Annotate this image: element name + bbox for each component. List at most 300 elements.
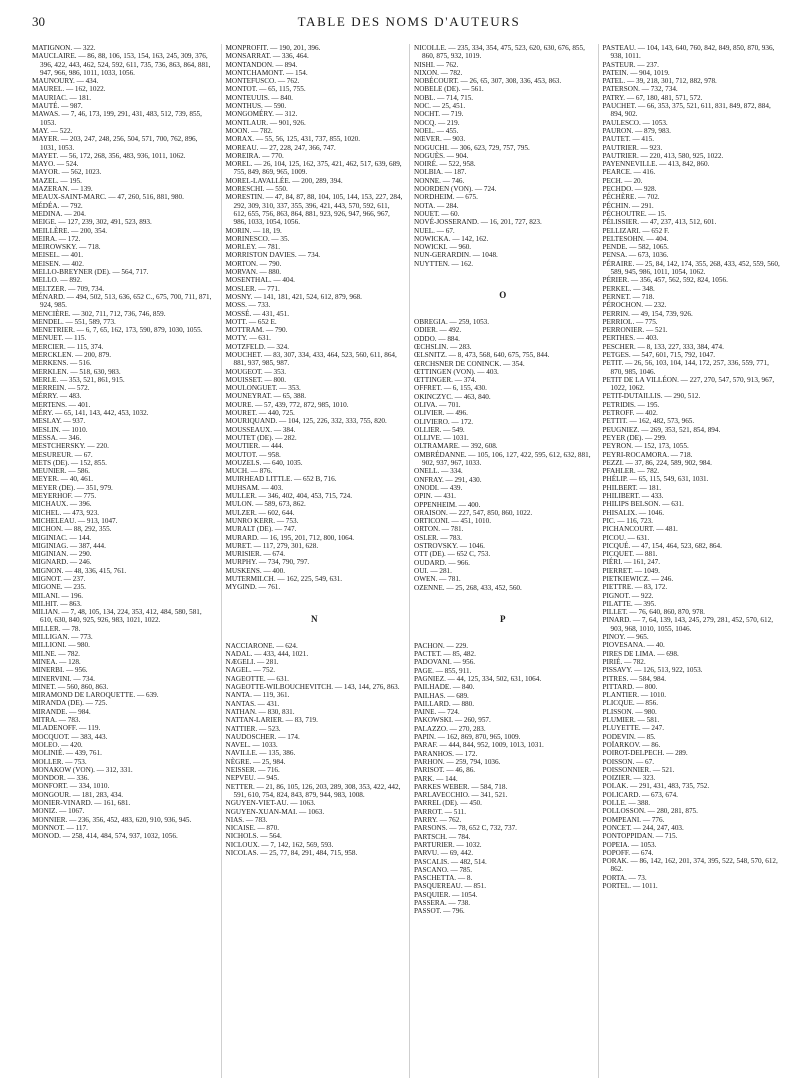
index-entry: MOSSÉ. — 431, 451. xyxy=(225,309,289,318)
index-entry: MOLLER. — 753. xyxy=(32,757,87,766)
index-column-4 xyxy=(598,44,787,1078)
index-entry: OKINCZYC. — 463, 840. xyxy=(414,392,491,401)
index-entry: NICHOLS. — 564. xyxy=(225,832,282,841)
index-entry: PICQUET. — 881. xyxy=(602,550,658,559)
index-entry: NATHAN. — 830, 831. xyxy=(225,707,295,716)
index-entry: PHÉLIP. — 65, 115, 549, 631, 1031. xyxy=(602,475,709,484)
index-entry: MESLAY. — 937. xyxy=(32,417,86,426)
index-entry: MEILLÈRE. — 200, 354. xyxy=(32,226,108,235)
index-entry: MENETRIER. — 6, 7, 65, 162, 173, 590, 879, 1030, 1055. xyxy=(32,326,203,335)
index-entry: POISSON. — 67. xyxy=(602,757,655,766)
index-entry: METS (DE). — 152, 855. xyxy=(32,458,107,467)
index-entry: PIOVESANA. — 40. xyxy=(602,641,665,650)
index-entry: PARVU. — 69, 442. xyxy=(414,849,474,858)
index-entry: PAKOWSKI. — 260, 957. xyxy=(414,716,491,725)
index-entry: MONNOT. — 117. xyxy=(32,823,88,832)
index-entry: MEUNIER. — 586. xyxy=(32,467,90,476)
index-entry: PERRONIER. — 521. xyxy=(602,326,668,335)
index-entry: MONTCHAMONT. — 154. xyxy=(225,68,308,77)
index-entry: OTT (DE). — 652 C, 753. xyxy=(414,550,491,559)
index-entry: PARAF. — 444, 844, 952, 1009, 1013, 1031. xyxy=(414,741,544,750)
index-entry: ŒRCHSNER DE CONINCK. — 354. xyxy=(414,359,525,368)
section-letter: P xyxy=(500,613,506,624)
index-entry: MIGNOT. — 237. xyxy=(32,575,86,583)
index-entry: MERKLEN. — 518, 630, 983. xyxy=(32,367,121,376)
index-entry: PICOU. — 631. xyxy=(602,533,650,542)
page-header xyxy=(32,14,786,34)
index-entry: PEARCE. — 416. xyxy=(602,168,656,177)
index-entry: NOGUÈS. — 904. xyxy=(414,151,469,160)
index-entry: OSTROVSKY. — 1046. xyxy=(414,542,485,551)
index-entry: NANTA. — 119, 361. xyxy=(225,691,290,700)
index-entry: MIRANDA (DE). — 725. xyxy=(32,699,108,708)
index-entry: PAUCHET. — 66, 353, 375, 521, 611, 831, 849, 872, 884, 894, 902. xyxy=(602,102,771,119)
index-entry: PHILIBERT. — 433. xyxy=(602,492,664,501)
index-entry: PIETTRE. — 83, 172. xyxy=(602,583,668,592)
index-entry: MYGIND. — 761. xyxy=(225,583,281,592)
index-entry: PONTOPPIDAN. — 715. xyxy=(602,832,678,841)
index-entry: MONOD. — 258, 414, 484, 574, 937, 1032, 1056. xyxy=(32,832,178,841)
index-entry: MOUISSET. — 800. xyxy=(225,375,287,384)
index-entry: NOGUCHI. — 306, 623, 729, 757, 795. xyxy=(414,143,530,152)
index-entry: PARROT. — 511. xyxy=(414,807,467,816)
index-entry: MIRAMOND DE LAROQUETTE. — 639. xyxy=(32,691,159,700)
index-entry: NADAL. — 433, 444, 1021. xyxy=(225,649,309,658)
index-entry: OLTRAMARE. — 392, 608. xyxy=(414,442,498,451)
index-entry: MORAX. — 55, 56, 125, 431, 737, 855, 1020. xyxy=(225,135,361,144)
index-entry: PAPIN. — 162, 869, 870, 965, 1009. xyxy=(414,733,521,742)
index-entry: ONELL. — 334. xyxy=(414,467,463,476)
index-entry: PAILHADE. — 840. xyxy=(414,683,475,692)
index-entry: MAYER. — 203, 247, 248, 256, 504, 571, 700, 762, 896, 1031, 1053. xyxy=(32,135,198,152)
index-entry: PAGE. — 855, 911. xyxy=(414,666,472,675)
index-entry: MILNE. — 782. xyxy=(32,649,80,658)
index-entry: NEISSER. — 716. xyxy=(225,766,280,775)
index-entry: OLIVIER. — 496. xyxy=(414,409,468,418)
index-entry: MILANI. — 196. xyxy=(32,591,84,600)
index-entry: MUSKENS. — 400. xyxy=(225,566,286,575)
index-entry: MORESTIN. — 47, 84, 87, 88, 104, 105, 144, 153, 227, 284, 292, 309, 310, 337, 355, 396, 421, 443, 570, 592, 611, 612, 655, 756, 863, 864, 881, 923, 926, 947, 966, 967, 986, 1033, 1054, 1056. xyxy=(225,193,403,227)
index-entry: PHISALIX. — 1046. xyxy=(602,508,664,517)
index-entry: OFFRET. — 6, 155, 430. xyxy=(414,384,487,393)
index-entry: ŒTTINGER. — 374. xyxy=(414,376,477,385)
index-entry: PINOY. — 965. xyxy=(602,633,649,642)
index-entry: POIZIER. — 323. xyxy=(602,774,656,783)
index-column-2 xyxy=(221,44,410,1078)
index-entry: MONDOR. — 336. xyxy=(32,774,90,783)
index-entry: POISSONNIER. — 521. xyxy=(602,765,675,774)
index-entry: PARRY. — 762. xyxy=(414,816,462,825)
index-entry: NETTER. — 21, 86, 105, 126, 203, 289, 308, 353, 422, 442, 591, 610, 754, 824, 843, 879, 944, 983, 1008. xyxy=(225,782,401,799)
index-entry: NICLOUX. — 7, 142, 162, 569, 593. xyxy=(225,840,334,849)
index-entry: PAYENNEVILLE. — 413, 842, 860. xyxy=(602,160,710,169)
index-entry: PONCET. — 244, 247, 403. xyxy=(602,823,684,832)
index-entry: MEISEN. — 402. xyxy=(32,259,84,268)
index-entry: PÉRAIRE. — 25, 84, 142, 174, 355, 268, 433, 452, 559, 560, 589, 945, 986, 1011, 1054, 1062. xyxy=(602,259,780,277)
index-entry: PATERSON. — 732, 734. xyxy=(602,85,678,94)
index-entry: NIAS. — 783. xyxy=(225,815,268,824)
index-entry: MORESCHI. — 550. xyxy=(225,185,288,194)
index-entry: PAUTET. — 415. xyxy=(602,135,655,144)
index-entry: MUNRO KERR. — 753. xyxy=(225,516,299,525)
index-entry: PLANTIER. — 1010. xyxy=(602,691,666,700)
index-entry: OUI. — 281. xyxy=(414,566,452,575)
index-entry: PHILBERT. — 181. xyxy=(602,483,662,492)
index-entry: NOBELE (DE). — 561. xyxy=(414,85,484,94)
index-entry: NISHI. — 762. xyxy=(414,60,459,69)
index-entry: PIETKIEWICZ. — 246. xyxy=(602,575,674,583)
index-entry: MIGNARD. — 246. xyxy=(32,558,92,567)
index-entry: MICHEL. — 473, 923. xyxy=(32,508,100,517)
index-entry: PENSA. — 673, 1036. xyxy=(602,251,669,260)
index-entry: ONODI. — 439. xyxy=(414,483,463,492)
index-entry: MELLO-BREYNER (DE). — 564, 717. xyxy=(32,268,149,277)
index-entry: MEISEL. — 401. xyxy=(32,251,84,260)
index-entry: MLADENOFF. — 119. xyxy=(32,724,101,733)
index-entry: PORTA. — 73. xyxy=(602,873,647,882)
index-entry: PECH. — 20. xyxy=(602,176,643,185)
index-entry: MOUGEOT. — 353. xyxy=(225,367,287,376)
index-entry: PINARD. — 7, 64, 139, 143, 245, 279, 281, 452, 570, 612, 903, 968, 1010, 1055, 1046. xyxy=(602,616,774,633)
index-entry: NOBL. — 714, 715. xyxy=(414,93,474,102)
index-entry: MURISIER. — 674. xyxy=(225,550,286,559)
index-entry: MEIRA. — 172. xyxy=(32,234,81,243)
index-entry: NOUET. — 60. xyxy=(414,209,460,218)
index-entry: MOREIRA. — 770. xyxy=(225,151,284,160)
index-entry: MONSARRAT. — 336, 464. xyxy=(225,52,309,61)
index-entry: MEIROWSKY. — 718. xyxy=(32,243,101,252)
index-entry: PLICQUE. — 856. xyxy=(602,699,659,708)
index-entry: MESTCHERSKY. — 220. xyxy=(32,442,109,451)
index-entry: NOVÉ-JOSSERAND. — 16, 201, 727, 823. xyxy=(414,218,542,227)
index-entry: NIXON. — 782. xyxy=(414,68,463,77)
index-entry: PECHDO. — 928. xyxy=(602,185,657,194)
index-entry: MULZER. — 602, 644. xyxy=(225,508,295,517)
index-entry: MOCQUOT. — 383, 443. xyxy=(32,732,108,741)
index-entry: MONTANDON. — 894. xyxy=(225,60,298,69)
index-entry: PASQUIER. — 1054. xyxy=(414,890,478,899)
index-entry: PETIT-DUTAILLIS. — 290, 512. xyxy=(602,392,701,401)
page-title: TABLE DES NOMS D'AUTEURS xyxy=(297,14,521,29)
index-entry: PISSAVY. — 126, 513, 922, 1053. xyxy=(602,666,703,675)
index-entry: MORIN. — 18, 19. xyxy=(225,226,282,235)
index-entry: PENDE. — 582, 1065. xyxy=(602,243,669,252)
index-entry: NAGEOTTE-WILBOUCHEVITCH. — 143, 144, 276, 863. xyxy=(225,683,400,692)
index-entry: MOLEO. — 420. xyxy=(32,740,83,749)
index-entry: OPPENHEIM. — 400. xyxy=(414,500,481,509)
index-entry: PEZZI. — 37, 86, 224, 589, 902, 984. xyxy=(602,458,712,467)
index-entry: MORINESCO. — 35. xyxy=(225,234,290,243)
index-entry: MESLIN. — 1010. xyxy=(32,425,88,434)
index-entry: POPOFF. — 674. xyxy=(602,848,654,857)
index-entry: PÉCHOUTRE. — 15. xyxy=(602,209,667,218)
index-entry: MONTEUUIS. — 840. xyxy=(225,93,293,102)
index-entry: PATEL. — 39, 218, 301, 712, 882, 978. xyxy=(602,77,717,86)
index-entry: MERTENS. — 401. xyxy=(32,400,91,409)
index-entry: PEYRON. — 152, 173, 1055. xyxy=(602,442,689,451)
index-entry: MOSLER. — 771. xyxy=(225,284,280,293)
index-entry: NAUDOSCHER. — 174. xyxy=(225,732,300,741)
index-entry: MELLO. — 892. xyxy=(32,276,82,285)
index-entry: PALAZZO. — 270, 283. xyxy=(414,724,486,733)
index-entry: NAVEL. — 1033. xyxy=(225,741,278,750)
index-entry: NŒVER. — 903. xyxy=(414,135,466,144)
index-entry: MERLE. — 353, 521, 861, 915. xyxy=(32,375,125,384)
index-entry: PELLIZARI. — 652 F. xyxy=(602,226,670,235)
index-entry: POPEIA. — 1053. xyxy=(602,840,657,849)
index-entry: POLICARD. — 673, 674. xyxy=(602,790,678,799)
section-letter: N xyxy=(311,613,318,624)
index-entry: MELTZER. — 709, 734. xyxy=(32,284,105,293)
index-entry: MONGOUR. — 181, 283, 434. xyxy=(32,790,124,799)
index-entry: MÉRRY. — 483. xyxy=(32,392,82,401)
index-entry: ORTON. — 781. xyxy=(414,525,464,534)
index-entry: MEAUX-SAINT-MARC. — 47, 260, 516, 881, 980. xyxy=(32,193,184,202)
index-entry: PLUYETTE. — 247. xyxy=(602,724,664,733)
index-entry: PAURON. — 879, 983. xyxy=(602,126,671,135)
index-entry: PACTET. — 85, 482. xyxy=(414,650,476,659)
index-entry: MEYERHOF. — 775. xyxy=(32,492,97,501)
index-entry: PÉLISSIER. — 47, 237, 413, 512, 601. xyxy=(602,218,717,227)
index-entry: MÉNARD. — 494, 502, 513, 636, 652 C., 675, 700, 711, 871, 924, 985. xyxy=(32,292,212,310)
index-entry: NAGEL. — 752. xyxy=(225,666,276,675)
index-entry: MOUCHET. — 83, 307, 334, 433, 464, 523, 560, 611, 864, 881, 937, 985, 987. xyxy=(225,350,397,368)
index-entry: NUEL. — 67. xyxy=(414,226,455,235)
index-entry: PÉROCHON. — 232. xyxy=(602,301,667,310)
index-entry: PARISOT. — 46, 86. xyxy=(414,766,476,775)
index-entry: MERCIER. — 115, 374. xyxy=(32,342,104,351)
index-entry: NOTA. — 284. xyxy=(414,201,459,210)
index-entry: PASCANO. — 785. xyxy=(414,865,473,874)
index-entry: PETGES. — 547, 601, 715, 792, 1047. xyxy=(602,350,716,359)
index-entry: NOC. — 25, 451. xyxy=(414,102,466,111)
index-entry: PAGNIEZ. — 44, 125, 334, 502, 631, 1064. xyxy=(414,675,542,683)
index-entry: PETTIT. — 162, 482, 573, 965. xyxy=(602,417,695,426)
index-entry: MAYET. — 56, 172, 268, 356, 483, 936, 1011, 1062. xyxy=(32,151,186,160)
index-entry: MIGONE. — 235. xyxy=(32,583,86,592)
index-entry: PASSERA. — 738. xyxy=(414,899,471,908)
index-entry: PÉCHÈRE. — 702. xyxy=(602,193,660,202)
index-entry: ODIER. — 492. xyxy=(414,326,462,335)
index-entry: MAYOR. — 562, 1023. xyxy=(32,168,102,177)
index-entry: OSLER. — 783. xyxy=(414,533,462,542)
index-entry: PERRIOL. — 775. xyxy=(602,317,658,326)
index-entry: MAYO. — 524. xyxy=(32,160,79,169)
index-entry: ORTICONI. — 451, 1010. xyxy=(414,517,492,526)
index-entry: PERNET. — 718. xyxy=(602,292,655,301)
index-entry: MOREL. — 26, 104, 125, 162, 375, 421, 462, 517, 639, 689, 755, 849, 869, 965, 1009. xyxy=(225,160,402,177)
index-entry: NUN-GERARDIN. — 1048. xyxy=(414,251,498,260)
index-entry: NUYTTEN. — 162. xyxy=(414,259,474,268)
index-entry: PETIT DE LA VILLÉON. — 227, 270, 547, 570, 913, 967, 1022, 1062. xyxy=(602,375,775,393)
index-entry: PARSONS. — 78, 652 C, 732, 737. xyxy=(414,824,517,833)
index-entry: MUIRHEAD LITTLE. — 652 B, 716. xyxy=(225,475,337,484)
index-entry: POLLE. — 388. xyxy=(602,799,651,808)
index-entry: PADOVANI. — 956. xyxy=(414,658,476,667)
index-entry: MINET. — 560, 860, 863. xyxy=(32,682,109,691)
index-entry: PARANHOS. — 172. xyxy=(414,749,478,758)
index-entry: PELTESOHN. — 404. xyxy=(602,234,669,243)
index-entry: NOCHT. — 719. xyxy=(414,110,464,119)
index-entry: PASQUEREAU. — 851. xyxy=(414,882,487,891)
index-entry: MICHON. — 88, 292, 355. xyxy=(32,525,112,534)
index-entry: NOIRÉ. — 522, 958. xyxy=(414,160,476,169)
index-entry: MURPHY. — 734, 790, 797. xyxy=(225,558,310,567)
index-entry: NÈGRE. — 25, 984. xyxy=(225,757,286,766)
index-entry: PODEVIN. — 85. xyxy=(602,732,656,741)
index-entry: PFAHLER. — 782. xyxy=(602,467,660,476)
index-columns xyxy=(32,44,786,1078)
index-entry: MINERBI. — 956. xyxy=(32,666,88,675)
index-entry: MORLEY. — 781. xyxy=(225,243,281,252)
index-entry: MOTY. — 631. xyxy=(225,334,271,343)
index-entry: POMPEANI. — 776. xyxy=(602,815,665,824)
index-entry: PARTSCH. — 784. xyxy=(414,832,471,841)
index-entry: PITTARD. — 800. xyxy=(602,682,658,691)
index-entry: MERKENS. — 516. xyxy=(32,359,92,368)
index-entry: PÉRIER. — 356, 457, 562, 592, 824, 1056. xyxy=(602,276,728,285)
index-entry: PATEIN. — 904, 1019. xyxy=(602,68,670,77)
index-entry: PESCHER. — 8, 133, 227, 333, 384, 474. xyxy=(602,342,724,351)
index-entry: MULLER. — 346, 402, 404, 453, 715, 724. xyxy=(225,492,353,501)
index-entry: MONNIER. — 236, 356, 452, 483, 620, 910, 936, 945. xyxy=(32,815,192,824)
index-entry: PASCALIS. — 482, 514. xyxy=(414,857,487,866)
index-entry: PICHANCOURT. — 481. xyxy=(602,525,678,534)
index-entry: NONNE. — 746. xyxy=(414,176,465,185)
index-entry: PEYRI-ROCAMORA. — 718. xyxy=(602,450,693,459)
index-entry: PERRIN. — 49, 154, 739, 926. xyxy=(602,309,693,318)
index-entry: MOUTET (DE). — 282. xyxy=(225,433,297,442)
index-entry: PEUGNIEZ. — 269, 353, 521, 854, 894. xyxy=(602,425,721,434)
index-entry: MEDINA. — 204. xyxy=(32,209,86,218)
index-entry: PIERRET. — 1049. xyxy=(602,566,660,575)
index-entry: MAY. — 522. xyxy=(32,126,73,135)
index-entry: OLLIVE. — 1031. xyxy=(414,434,469,443)
index-entry: MIGNON. — 48, 336, 415, 761. xyxy=(32,566,127,575)
index-entry: ŒCHSLIN. — 283. xyxy=(414,342,472,351)
index-entry: PETRIDIS. — 195. xyxy=(602,400,660,409)
index-entry: PAINE. — 724. xyxy=(414,708,460,717)
index-entry: PITRES. — 584, 984. xyxy=(602,674,666,683)
index-entry: PICQUÉ. — 47, 154, 464, 523, 682, 864. xyxy=(602,541,722,550)
index-entry: PIRES DE LIMA. — 698. xyxy=(602,649,679,658)
index-entry: MOON. — 782. xyxy=(225,126,273,135)
index-entry: MENCIÈRE. — 302, 711, 712, 736, 746, 859. xyxy=(32,309,166,318)
index-entry: NORDHEIM. — 675. xyxy=(414,193,478,202)
index-entry: MOULONGUET. — 353. xyxy=(225,384,301,393)
index-entry: MAZEL. — 195. xyxy=(32,176,82,185)
index-entry: MENDEL. — 551, 589, 773. xyxy=(32,317,116,326)
index-entry: PASSOT. — 796. xyxy=(414,907,465,916)
index-entry: MOSNY. — 141, 181, 421, 524, 612, 879, 968. xyxy=(225,292,362,301)
index-entry: MOUNEYRAT. — 65, 388. xyxy=(225,392,307,401)
index-entry: POÏARKOV. — 86. xyxy=(602,740,661,749)
index-entry: PERKEL. — 348. xyxy=(602,284,655,293)
index-entry: MOURIQUAND. — 104, 125, 226, 332, 333, 755, 820. xyxy=(225,417,387,426)
index-entry: PIÉRI. — 161, 247. xyxy=(602,558,660,567)
index-entry: PARK. — 144. xyxy=(414,774,458,783)
index-entry: MILHIT. — 863. xyxy=(32,599,82,608)
index-entry: MILLIONI. — 980. xyxy=(32,641,90,650)
index-entry: PARLAVECCHIO. — 341, 521. xyxy=(414,791,508,800)
index-entry: PAUTRIER. — 923. xyxy=(602,143,663,152)
index-entry: NOLBIA. — 187. xyxy=(414,168,467,177)
section-letter: O xyxy=(499,290,507,301)
index-entry: MONTLAUR. — 901, 926. xyxy=(225,118,306,127)
index-entry: MUHSAM. — 403. xyxy=(225,483,284,492)
index-entry: MOLINIÉ. — 439, 761. xyxy=(32,749,102,758)
index-entry: NÆGELI. — 281. xyxy=(225,658,279,667)
index-entry: PETIT. — 26, 56, 103, 104, 144, 172, 257, 336, 559, 771, 870, 985, 1046. xyxy=(602,359,769,376)
index-entry: POIROT-DELPECH. — 289. xyxy=(602,749,688,758)
index-entry: MÉRY. — 65, 141, 143, 442, 453, 1032. xyxy=(32,409,149,418)
index-entry: MONIZ. — 1067. xyxy=(32,807,85,816)
index-entry: MOUZELS. — 640, 1035. xyxy=(225,458,303,467)
index-entry: PARREL (DE). — 450. xyxy=(414,799,482,808)
index-entry: MINERVINI. — 734. xyxy=(32,674,95,683)
index-entry: NOCQ. — 219. xyxy=(414,118,460,127)
index-entry: MESUREUR. — 67. xyxy=(32,450,93,459)
index-entry: NGUYEN-VIET-AU. — 1063. xyxy=(225,799,316,808)
index-entry: PIC. — 116, 723. xyxy=(602,516,653,525)
index-entry: OMBRÉDANNE. — 105, 106, 127, 422, 595, 612, 632, 881, 902, 937, 967, 1033. xyxy=(414,450,591,468)
index-entry: MOSS. — 733. xyxy=(225,301,271,310)
index-entry: MICHAUX. — 396. xyxy=(32,500,92,509)
index-entry: MOREAU. — 27, 228, 247, 366, 747. xyxy=(225,143,336,152)
index-entry: PASTEUR. — 237. xyxy=(602,60,659,69)
index-entry: MILLIGAN. — 773. xyxy=(32,633,93,642)
index-entry: PASCHETTA. — 8. xyxy=(414,874,473,883)
index-entry: PORAK. — 86, 142, 162, 201, 374, 395, 522, 548, 570, 612, 862. xyxy=(602,857,778,874)
index-entry: MOTZFELD. — 324. xyxy=(225,342,289,351)
index-entry: PILATTE. — 395. xyxy=(602,599,657,608)
index-entry: NAGEOTTE. — 631. xyxy=(225,674,289,683)
index-entry: NACCIARONE. — 624. xyxy=(225,641,298,650)
index-entry: MAZERAN. — 139. xyxy=(32,185,93,194)
index-entry: ŒTTINGEN (VON). — 403. xyxy=(414,367,499,376)
index-entry: MIGINIAG. — 387, 444. xyxy=(32,541,106,550)
index-entry: OWEN. — 781. xyxy=(414,575,461,584)
index-entry: MONFORT. — 334, 1010. xyxy=(32,782,110,791)
index-entry: NICOLAS. — 25, 77, 84, 291, 484, 715, 958. xyxy=(225,849,358,858)
index-entry: MEIGE. — 127, 239, 302, 491, 523, 893. xyxy=(32,218,152,227)
index-entry: NATTIER. — 523. xyxy=(225,724,281,733)
index-entry: NOORDEN (VON). — 724. xyxy=(414,185,497,194)
index-entry: MONTHUS. — 590. xyxy=(225,102,287,111)
index-entry: MORTON. — 790. xyxy=(225,259,282,268)
index-entry: PAULESCO. — 1053. xyxy=(602,118,668,127)
index-column-3 xyxy=(409,44,598,1078)
index-entry: MATIGNON. — 322. xyxy=(32,44,96,52)
index-entry: MOREL-LAVALLÉE. — 200, 289, 394. xyxy=(225,176,343,185)
index-entry: PEYER (DE). — 299. xyxy=(602,433,667,442)
index-entry: PACHON. — 229. xyxy=(414,641,469,650)
index-entry: MESSA. — 346. xyxy=(32,433,82,442)
index-entry: PASTEAU. — 104, 143, 640, 760, 842, 849, 850, 870, 936, 938, 1011. xyxy=(602,44,775,61)
index-entry: MAUTÉ. — 987. xyxy=(32,102,83,111)
index-entry: NICAISE. — 870. xyxy=(225,824,280,833)
index-entry: PAILLARD. — 880. xyxy=(414,699,475,708)
index-entry: MOURET. — 440, 725. xyxy=(225,409,295,418)
index-entry: ONFRAY. — 291, 430. xyxy=(414,475,482,484)
index-column-1 xyxy=(32,44,221,1078)
index-entry: PAUTRIER. — 220, 413, 580, 925, 1022. xyxy=(602,151,724,160)
index-entry: MERREIN. — 572. xyxy=(32,384,90,393)
index-entry: MUTERMILCH. — 162, 225, 549, 631. xyxy=(225,575,343,583)
index-entry: OLIVIERO. — 172. xyxy=(414,417,474,426)
index-entry: MERCKLEN. — 200, 879. xyxy=(32,350,112,359)
index-entry: MONTOT. — 65, 115, 755. xyxy=(225,85,306,94)
